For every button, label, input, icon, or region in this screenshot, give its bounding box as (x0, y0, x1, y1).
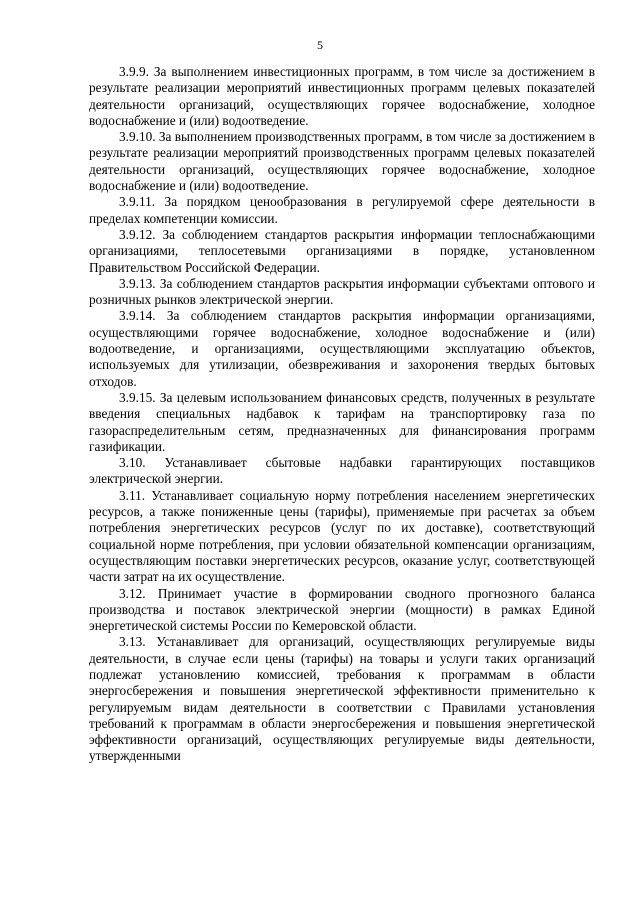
paragraph-3-12: 3.12. Принимает участие в формировании сводного прогнозного баланса производства и поставок электрической энергии (мощности) в рамках Единой энергетической системы России по Кемеровской области. (89, 585, 595, 634)
page-number: 5 (317, 38, 323, 52)
paragraph-3-9-9: 3.9.9. За выполнением инвестиционных программ, в том числе за достижением в результате реализации мероприятий инвестиционных программ целевых показателей деятельности организаций, осуществляющих горячее водоснабжение, холодное водоснабжение и (или) водоотведение. (89, 64, 595, 128)
paragraph-3-9-13: 3.9.13. За соблюдением стандартов раскрытия информации субъектами оптового и розничных рынков электрической энергии. (89, 275, 595, 308)
paragraph-3-9-12: 3.9.12. За соблюдением стандартов раскрытия информации теплоснабжающими организациями, теплосетевыми организациями в порядке, установленном Правительством Российской Федерации. (89, 226, 595, 275)
paragraph-3-9-10: 3.9.10. За выполнением производственных программ, в том числе за достижением в результате реализации мероприятий производственных программ целевых показателей деятельности организаций, осуществляющих горячее водоснабжение, холодное водоснабжение и (или) водоотведение. (89, 129, 596, 194)
paragraph-3-11: 3.11. Устанавливает социальную норму потребления населением энергетических ресурсов, а также пониженные цены (тарифы), применяемые при расчетах за объем потребления энергетических ресурсов (услуг по их доставке), соответствующий социальной норме потребления, при условии обязательной компенсации организациям, осуществляющим поставки энергетических ресурсов, оказание услуг, соответствующей части затрат на их осуществление. (89, 487, 595, 585)
paragraph-3-9-15: 3.9.15. За целевым использованием финансовых средств, полученных в результате введения специальных надбавок к тарифам на транспортировку газа по газораспределительным сетям, предназначенных для финансирования программ газификации. (89, 389, 595, 454)
paragraph-3-10: 3.10. Устанавливает сбытовые надбавки гарантирующих поставщиков электрической энергии. (89, 455, 595, 487)
paragraph-3-9-11: 3.9.11. За порядком ценообразования в регулируемой сфере деятельности в пределах компетенции комиссии. (89, 194, 595, 226)
paragraph-3-13: 3.13. Устанавливает для организаций, осуществляющих регулируемые виды деятельности, в случае если цены (тарифы) на товары и услуги таких организаций подлежат установлению комиссией, требования к программам в области энергосбережения и повышения энергетической эффективности применительно к регулируемым видам деятельности в соответствии с Правилами установления требований к программам в области энергосбережения и повышения энергетической эффективности организаций, осуществляющих регулируемые виды деятельности, утвержденными (89, 634, 595, 764)
paragraph-3-9-14: 3.9.14. За соблюдением стандартов раскрытия информации организациями, осуществляющими горячее водоснабжение, холодное водоснабжение и (или) водоотведение, и организациями, осуществляющими эксплуатацию объектов, используемых для утилизации, обезвреживания и захоронения твердых бытовых отходов. (89, 308, 595, 389)
document-body (89, 64, 595, 765)
